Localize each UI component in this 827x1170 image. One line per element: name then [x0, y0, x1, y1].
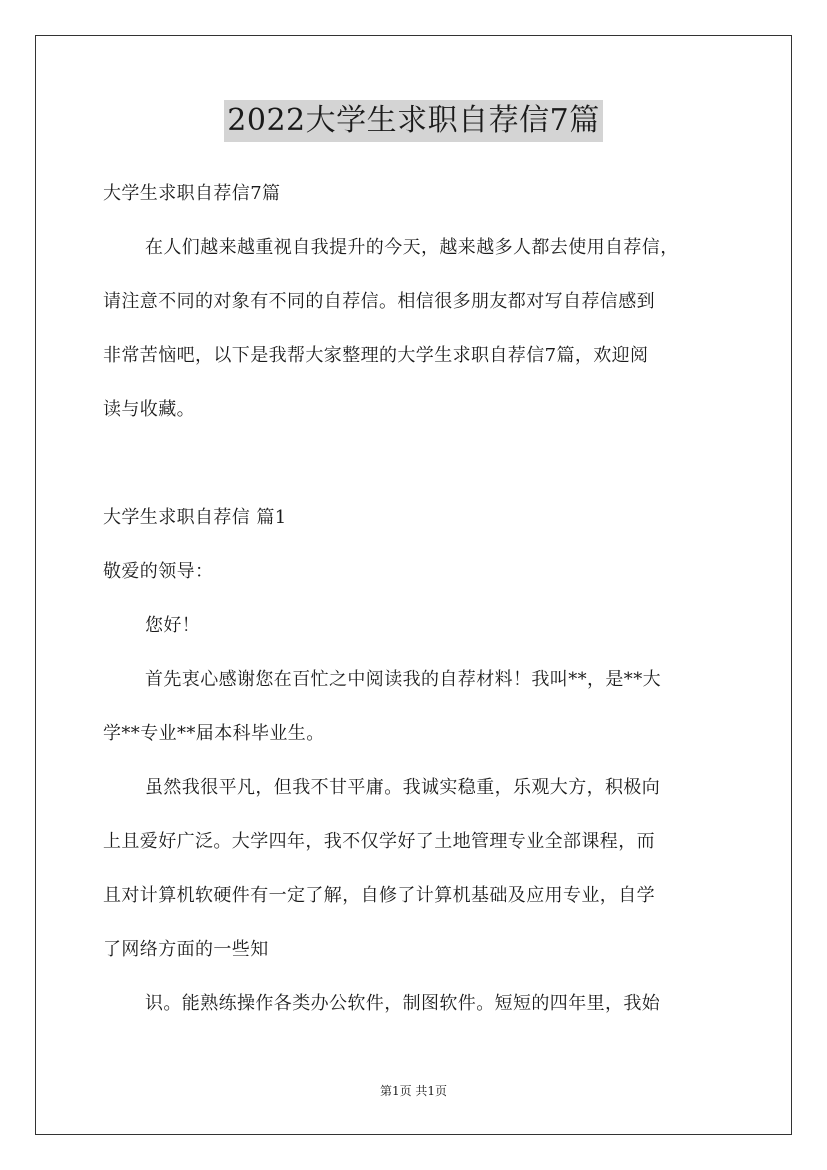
greeting: 您好！	[145, 615, 201, 636]
title-container	[0, 100, 827, 142]
paragraph-line: 了网络方面的一些知	[103, 939, 269, 960]
document-title: 2022大学生求职自荐信7篇	[224, 100, 602, 142]
section-heading: 大学生求职自荐信 篇1	[103, 507, 287, 528]
paragraph-line: 虽然我很平凡，但我不甘平庸。我诚实稳重，乐观大方，积极向	[145, 777, 661, 798]
subtitle-line: 大学生求职自荐信7篇	[103, 183, 281, 204]
paragraph-line: 非常苦恼吧，以下是我帮大家整理的大学生求职自荐信7篇，欢迎阅	[103, 345, 649, 366]
paragraph-line: 首先衷心感谢您在百忙之中阅读我的自荐材料！我叫**，是**大	[145, 669, 661, 690]
page-footer: 第1页 共1页	[379, 1084, 448, 1098]
paragraph-line: 上且爱好广泛。大学四年，我不仅学好了土地管理专业全部课程，而	[103, 831, 655, 852]
salutation: 敬爱的领导：	[103, 561, 214, 582]
paragraph-line: 读与收藏。	[103, 399, 195, 420]
paragraph-line: 且对计算机软硬件有一定了解，自修了计算机基础及应用专业，自学	[103, 885, 655, 906]
paragraph-line: 在人们越来越重视自我提升的今天，越来越多人都去使用自荐信，	[145, 237, 679, 258]
paragraph-line: 识。能熟练操作各类办公软件，制图软件。短短的四年里，我始	[145, 993, 661, 1014]
paragraph-line: 请注意不同的对象有不同的自荐信。相信很多朋友都对写自荐信感到	[103, 291, 655, 312]
paragraph-line: 学**专业**届本科毕业生。	[103, 723, 325, 744]
